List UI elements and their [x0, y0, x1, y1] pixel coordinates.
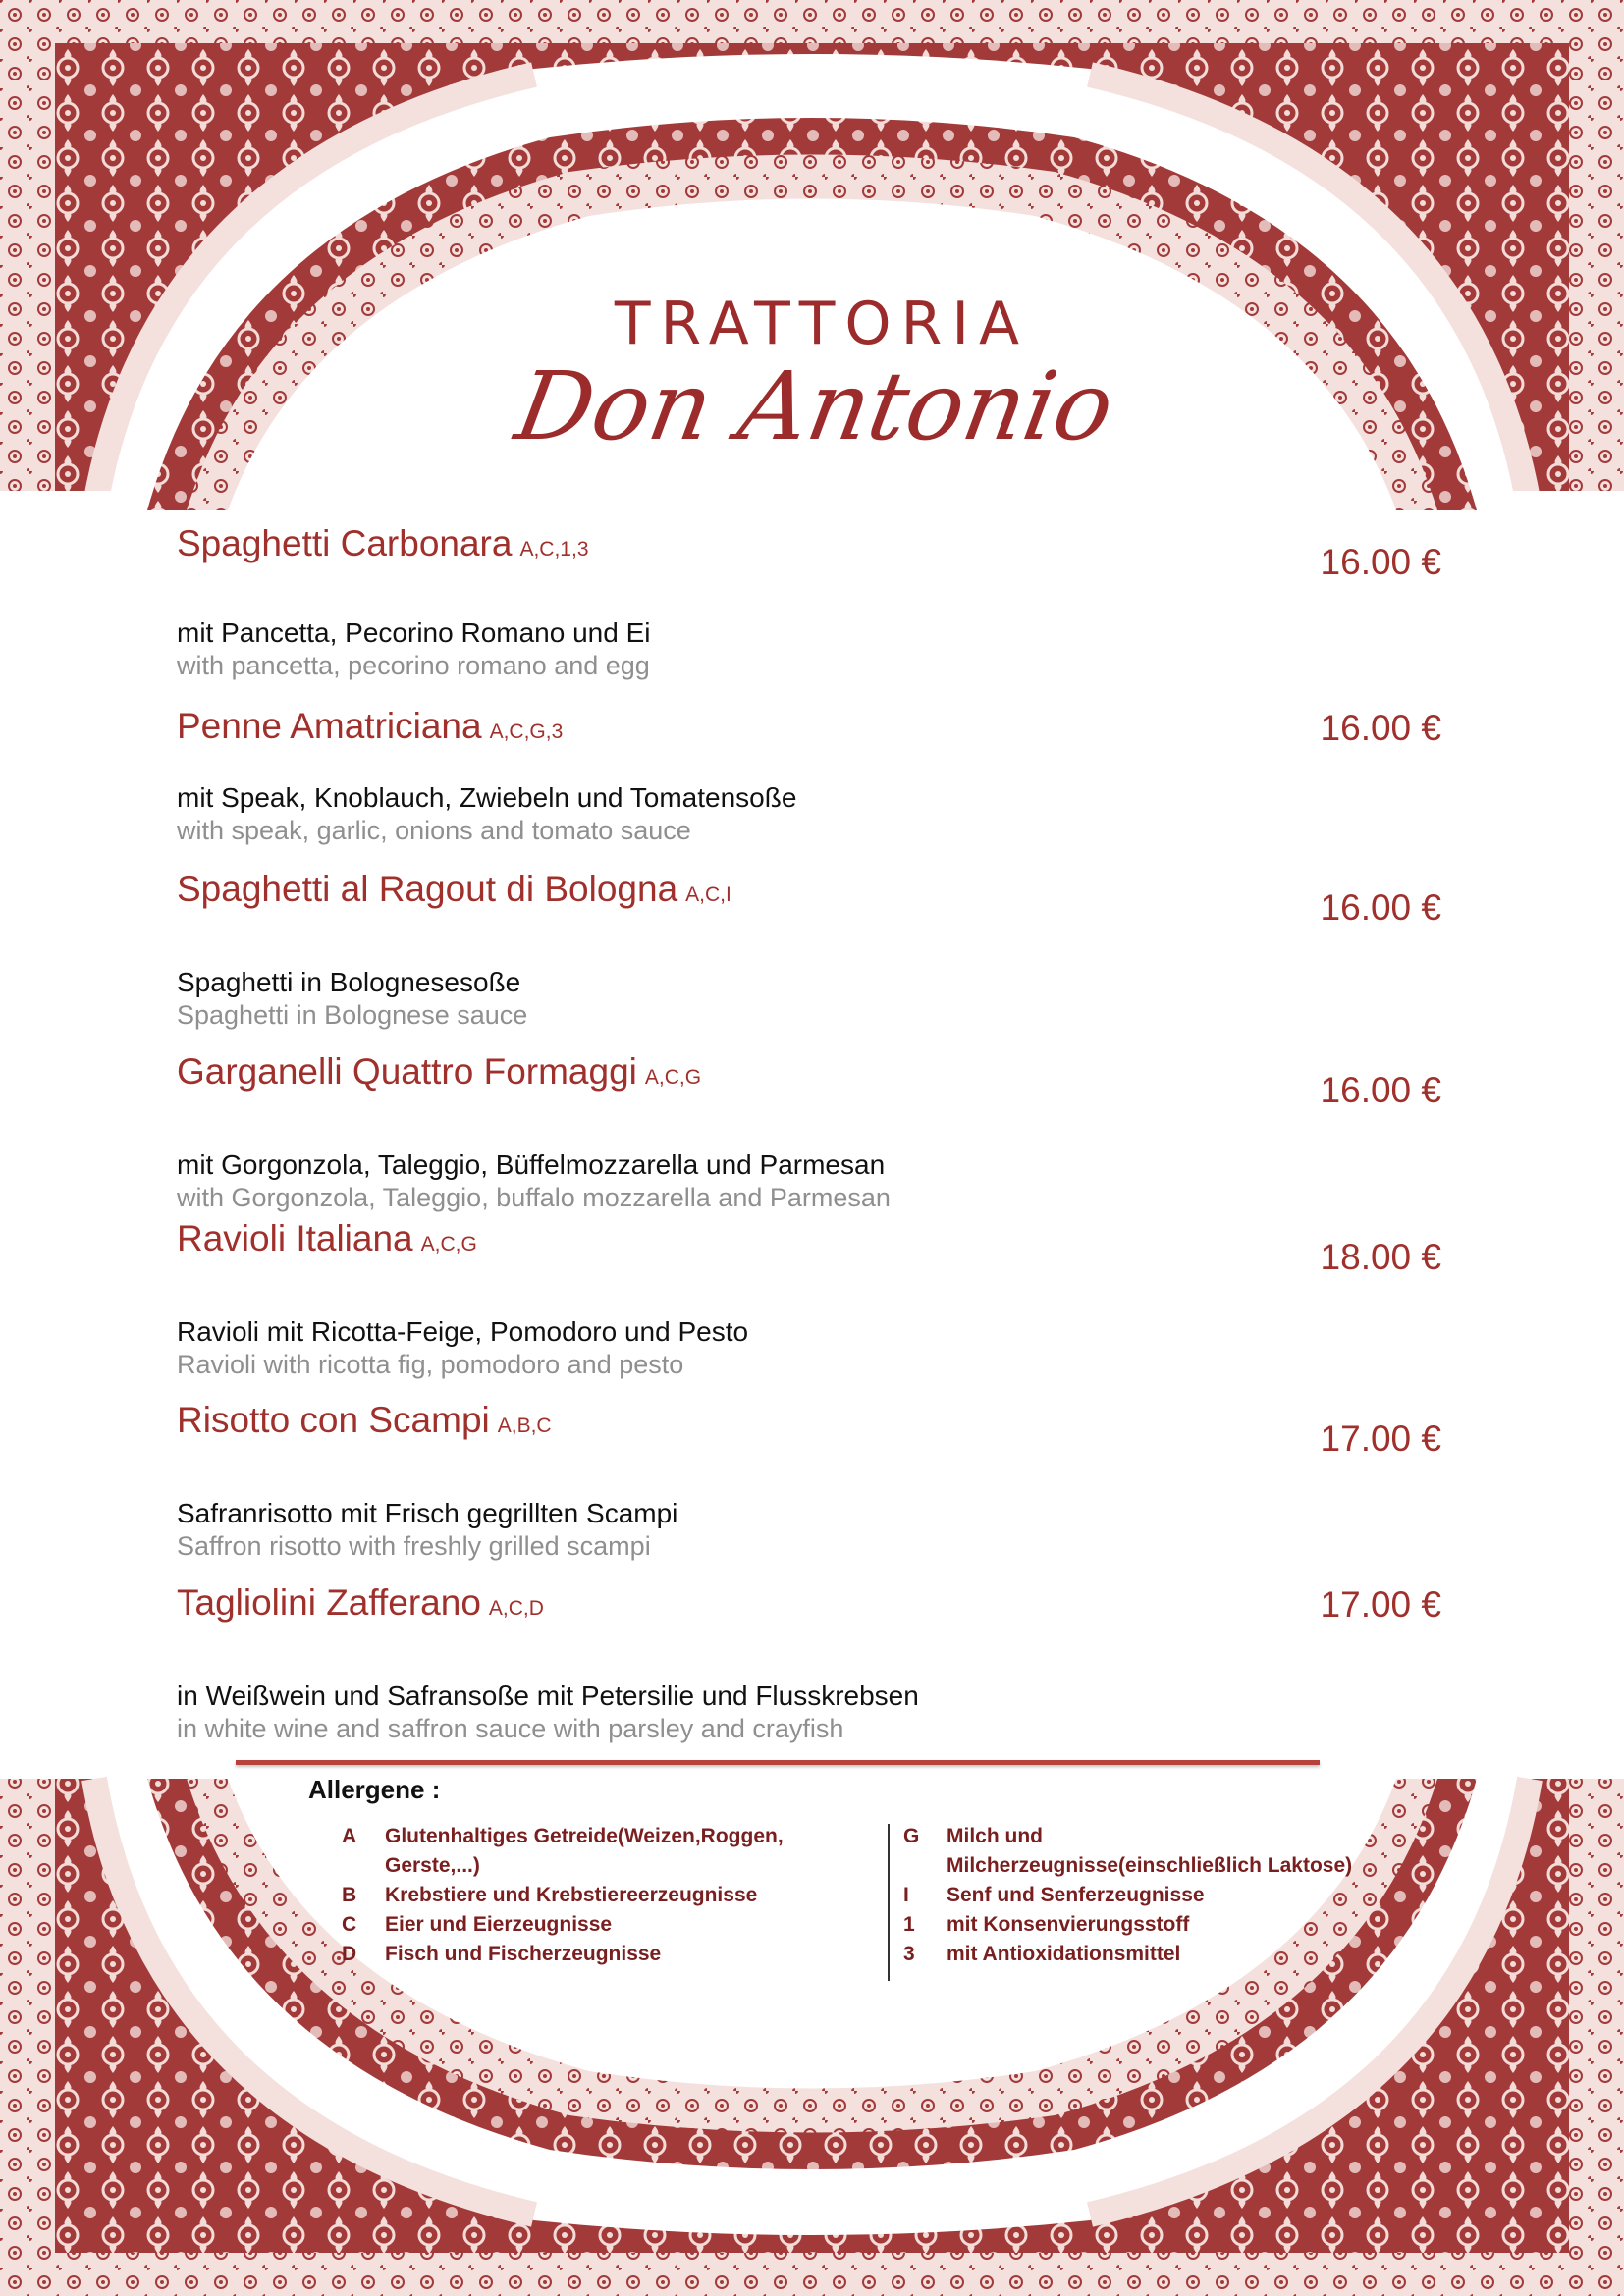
- item-price: 16.00 €: [1320, 542, 1441, 582]
- description-german: in Weißwein und Safransoße mit Petersilie und Flusskrebsen: [177, 1681, 919, 1711]
- description-english: Saffron risotto with freshly grilled scampi: [177, 1530, 651, 1561]
- allergen-codes: A,C,1,3: [519, 538, 589, 561]
- description-english: with Gorgonzola, Taleggio, buffalo mozzarella and Parmesan: [177, 1182, 891, 1212]
- item-price: 18.00 €: [1320, 1237, 1441, 1277]
- menu-item: [177, 1053, 1453, 1213]
- allergen-code: A: [342, 1825, 357, 1847]
- allergen-codes: A,C,I: [685, 883, 731, 906]
- menu-item: [177, 708, 1453, 846]
- item-name: Tagliolini Zafferano: [177, 1582, 481, 1623]
- allergen-column-left: [308, 1822, 797, 1969]
- logo-trattoria: TRATTORIA: [614, 290, 1030, 358]
- item-name: Penne Amatriciana: [177, 706, 482, 746]
- allergen-text: mit Antioxidationsmittel: [947, 1943, 1181, 1965]
- description-german: mit Speak, Knoblauch, Zwiebeln und Tomatensoße: [177, 782, 797, 813]
- description-english: in white wine and saffron sauce with parsley and crayfish: [177, 1713, 844, 1743]
- allergen-text: Milch und Milcherzeugnisse(einschließlich Laktose): [947, 1825, 1353, 1877]
- item-name: Ravioli Italiana: [177, 1218, 413, 1258]
- allergen-text: mit Konsenvierungsstoff: [947, 1913, 1190, 1936]
- allergen-row: [870, 1881, 1359, 1910]
- description-english: Spaghetti in Bolognese sauce: [177, 999, 528, 1030]
- allergen-text: Fisch und Fischerzeugnisse: [385, 1943, 662, 1965]
- item-price: 16.00 €: [1320, 887, 1441, 928]
- description-english: Ravioli with ricotta fig, pomodoro and pesto: [177, 1349, 684, 1379]
- allergen-codes: A,C,D: [488, 1597, 544, 1620]
- item-name: Garganelli Quattro Formaggi: [177, 1051, 637, 1092]
- description-english: with speak, garlic, onions and tomato sauce: [177, 815, 691, 845]
- allergen-text: Senf und Senferzeugnisse: [947, 1884, 1205, 1906]
- allergen-text: Krebstiere und Krebstiereerzeugnisse: [385, 1884, 758, 1906]
- allergen-code: C: [342, 1913, 357, 1936]
- allergen-text: Eier und Eierzeugnisse: [385, 1913, 613, 1936]
- allergen-legend: [308, 1775, 1418, 1971]
- description-german: Spaghetti in Bolognesesoße: [177, 967, 521, 997]
- item-name: Spaghetti al Ragout di Bologna: [177, 869, 678, 909]
- allergen-row: [308, 1940, 797, 1969]
- allergen-code: B: [342, 1884, 357, 1906]
- allergen-column-right: [870, 1822, 1359, 1969]
- allergen-title: Allergene :: [308, 1775, 441, 1804]
- description-english: with pancetta, pecorino romano and egg: [177, 650, 650, 680]
- item-price: 17.00 €: [1320, 1584, 1441, 1625]
- menu-item: [177, 525, 1453, 681]
- allergen-code: I: [903, 1884, 909, 1906]
- description-german: mit Pancetta, Pecorino Romano und Ei: [177, 617, 651, 648]
- item-price: 16.00 €: [1320, 708, 1441, 748]
- item-name: Spaghetti Carbonara: [177, 523, 513, 563]
- allergen-row: [308, 1822, 797, 1881]
- description-german: Safranrisotto mit Frisch gegrillten Scampi: [177, 1498, 678, 1528]
- allergen-code: G: [903, 1825, 920, 1847]
- allergen-codes: A,C,G: [644, 1066, 702, 1089]
- allergen-codes: A,B,C: [497, 1415, 552, 1437]
- allergen-row: [870, 1910, 1359, 1940]
- menu-item: [177, 1584, 1453, 1744]
- allergen-codes: A,C,G: [420, 1233, 477, 1255]
- menu-item: [177, 871, 1453, 1031]
- divider-line: [236, 1760, 1320, 1765]
- restaurant-logo: [422, 290, 1208, 491]
- allergen-code: 1: [903, 1913, 915, 1936]
- item-price: 16.00 €: [1320, 1070, 1441, 1110]
- menu-item: [177, 1402, 1453, 1562]
- allergen-codes: A,C,G,3: [489, 721, 564, 743]
- allergen-row: [308, 1881, 797, 1910]
- allergen-code: 3: [903, 1943, 915, 1965]
- item-price: 17.00 €: [1320, 1418, 1441, 1459]
- allergen-code: D: [342, 1943, 357, 1965]
- allergen-text: Glutenhaltiges Getreide(Weizen,Roggen, Gerste,...): [385, 1825, 784, 1877]
- logo-don-antonio: Don Antonio: [508, 351, 1122, 461]
- item-name: Risotto con Scampi: [177, 1400, 490, 1440]
- description-german: mit Gorgonzola, Taleggio, Büffelmozzarella und Parmesan: [177, 1149, 886, 1180]
- menu-item: [177, 1220, 1453, 1380]
- description-german: Ravioli mit Ricotta-Feige, Pomodoro und Pesto: [177, 1316, 749, 1347]
- allergen-row: [308, 1910, 797, 1940]
- allergen-row: [870, 1822, 1359, 1881]
- allergen-row: [870, 1940, 1359, 1969]
